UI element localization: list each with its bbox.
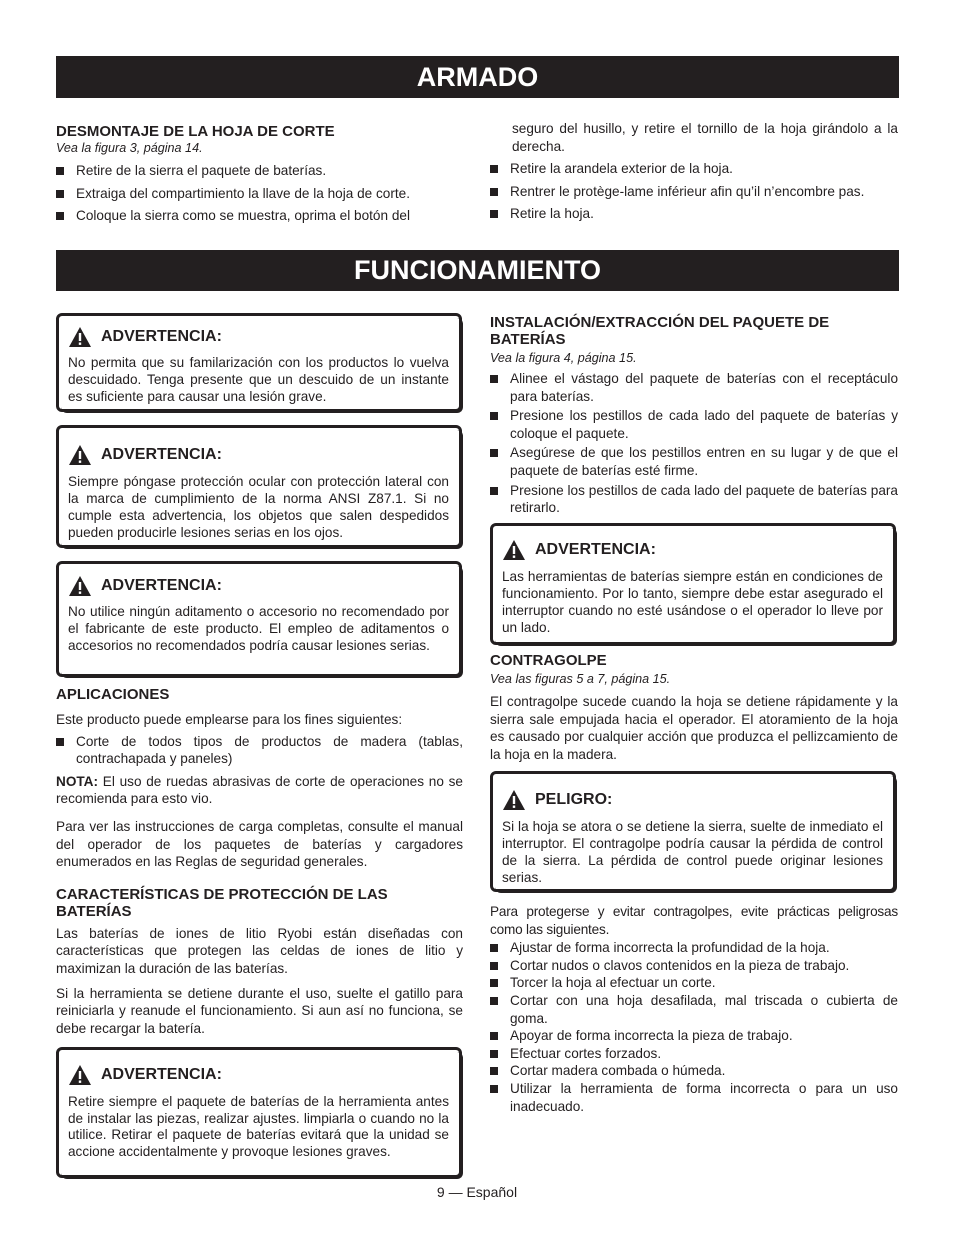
contragolpe-para: El contragolpe sucede cuando la hoja se detiene rápidamente y la sierra sale empujada hacia el operador. El atoramiento de la hoja es causado por cualquier acción que produzca el pellizcamiento de la hoja en la madera. [490, 694, 898, 762]
caracteristicas-heading: CARACTERÍSTICAS DE PROTECCIÓN DE LAS BATERÍAS [56, 885, 388, 920]
list-item: Retire la hoja. [490, 205, 898, 223]
nota-label: NOTA: [56, 773, 99, 789]
contragolpe-ref: Vea las figuras 5 a 7, página 15. [490, 672, 671, 686]
prevencion-list [490, 939, 898, 1115]
desmontaje-ref: Vea la figura 3, página 14. [56, 141, 203, 155]
warning-triangle-icon [68, 575, 92, 597]
list-item: Retire la arandela exterior de la hoja. [490, 160, 898, 178]
contragolpe-heading: CONTRAGOLPE [490, 652, 607, 669]
warning-body: No utilice ningún aditamento o accesorio no recomendado por el fabricante de este producto. El empleo de aditamentos o accesorios no recomendados podría causar lesiones serias. [68, 604, 449, 653]
warning-title: ADVERTENCIA: [101, 446, 222, 464]
warning-box-retirar-baterias [56, 1047, 462, 1178]
danger-box-peligro [490, 771, 896, 892]
contragolpe-section [490, 652, 898, 763]
caracteristicas-p1: Las baterías de iones de litio Ryobi están diseñadas con características que protegen las celdas de iones de litio y maximizan la duración de las baterías. [56, 925, 463, 976]
aplicaciones-list [56, 733, 463, 768]
danger-body: Si la hoja se atora o se detiene la sierra, suelte de inmediato el interruptor. El contragolpe podría causar la pérdida de control de la sierra. La pérdida de control puede originar lesiones serias. [502, 819, 883, 885]
warning-title: ADVERTENCIA: [535, 541, 656, 559]
nota-text: El uso de ruedas abrasivas de corte de operaciones no se recomienda para esto vio. [56, 773, 463, 807]
aplicaciones-heading: APLICACIONES [56, 686, 170, 703]
warning-box-familiarizacion [56, 313, 462, 412]
warning-title: ADVERTENCIA: [101, 328, 222, 346]
warning-triangle-icon [68, 444, 92, 466]
warning-triangle-icon [502, 539, 526, 561]
warning-title: ADVERTENCIA: [101, 1066, 222, 1084]
list-item: Cortar con una hoja desafilada, mal triscada o cubierta de goma. [490, 992, 898, 1027]
warning-body: No permita que su familarización con los productos lo vuelva descuidado. Tenga presente que un descuido de un instante es suficiente para causar una lesión grave. [68, 355, 449, 404]
warning-triangle-icon [68, 326, 92, 348]
list-item: Extraiga del compartimiento la llave de la hoja de corte. [56, 185, 463, 203]
list-item: Corte de todos tipos de productos de madera (tablas, contrachapada y paneles) [56, 733, 463, 768]
warning-box-aditamentos [56, 561, 462, 677]
list-item: Presione los pestillos de cada lado del paquete de baterías para retirarlo. [490, 482, 898, 517]
list-item: Retire de la sierra el paquete de baterías. [56, 162, 463, 180]
list-item: Utilizar la herramienta de forma incorrecta o para un uso inadecuado. [490, 1080, 898, 1115]
warning-box-herramientas-baterias [490, 523, 896, 645]
warning-box-proteccion-ocular [56, 425, 462, 548]
instalacion-list [490, 370, 898, 517]
list-item: Rentrer le protège-lame inférieur afin qu’il n’encombre pas. [490, 183, 898, 201]
list-item: Coloque la sierra como se muestra, oprima el botón del [56, 207, 463, 225]
prevencion-section [490, 903, 898, 1115]
warning-title: ADVERTENCIA: [101, 577, 222, 595]
danger-triangle-icon [502, 789, 526, 811]
warning-body: Las herramientas de baterías siempre están en condiciones de funcionamiento. Por lo tanto, siempre debe estar asegurado el interruptor cuando no esté usándose o el operador lo lleve por un lado. [502, 569, 883, 635]
armado-banner: ARMADO [56, 56, 899, 98]
list-item: Efectuar cortes forzados. [490, 1045, 898, 1063]
warning-body: Retire siempre el paquete de baterías de la herramienta antes de instalar las piezas, realizar ajustes. limpiarla o cuando no la utilice. Retirar el paquete de baterías evitará que la unidad se accione accidentalmente y provoque lesiones graves. [68, 1094, 449, 1159]
desmontaje-list-continued [490, 160, 898, 223]
list-item: Cortar nudos o clavos contenidos en la pieza de trabajo. [490, 957, 898, 975]
desmontaje-continuation: seguro del husillo, y retire el tornillo de la hoja girándolo a la derecha. [512, 121, 898, 154]
list-item: Asegúrese de que los pestillos entren en su lugar y de que el paquete de baterías esté firme. [490, 444, 898, 479]
aplicaciones-para: Para ver las instrucciones de carga completas, consulte el manual del operador de los paquetes de baterías y cargadores enumerados en las Reglas de seguridad generales. [56, 818, 463, 870]
armado-left-column [56, 123, 463, 225]
warning-body: Siempre póngase protección ocular con protección lateral con la marca de cumplimiento de la norma ANSI Z87.1. Si no cumple esta advertencia, los objetos que salen despedidos pueden producirle lesiones serias en los ojos. [68, 474, 449, 540]
desmontaje-heading: DESMONTAJE DE LA HOJA DE CORTE [56, 123, 335, 140]
instalacion-heading: INSTALACIÓN/EXTRACCIÓN DEL PAQUETE DE BATERÍAS [490, 314, 830, 348]
desmontaje-list [56, 162, 463, 225]
caracteristicas-p2: Si la herramienta se detiene durante el uso, suelte el gatillo para reiniciarla y reanude el funcionamiento. Si aun así no funciona, se debe recargar la batería. [56, 985, 463, 1036]
list-item: Torcer la hoja al efectuar un corte. [490, 974, 898, 992]
list-item: Cortar madera combada o húmeda. [490, 1062, 898, 1080]
funcionamiento-banner: FUNCIONAMIENTO [56, 250, 899, 291]
armado-right-column [490, 120, 898, 223]
list-item: Apoyar de forma incorrecta la pieza de trabajo. [490, 1027, 898, 1045]
warning-triangle-icon [68, 1064, 92, 1086]
prevencion-intro: Para protegerse y evitar contragolpes, evite prácticas peligrosas como las siguientes. [490, 904, 898, 937]
page-footer: 9 — Español [436, 1184, 518, 1200]
aplicaciones-nota [56, 773, 463, 808]
aplicaciones-section [56, 686, 463, 1037]
instalacion-section [490, 314, 898, 517]
aplicaciones-intro: Este producto puede emplearse para los fines siguientes: [56, 712, 403, 727]
danger-title: PELIGRO: [535, 791, 613, 809]
list-item: Alinee el vástago del paquete de baterías con el receptáculo para baterías. [490, 370, 898, 405]
instalacion-ref: Vea la figura 4, página 15. [490, 351, 637, 365]
list-item: Presione los pestillos de cada lado del paquete de baterías y coloque el paquete. [490, 407, 898, 442]
list-item: Ajustar de forma incorrecta la profundidad de la hoja. [490, 939, 898, 957]
